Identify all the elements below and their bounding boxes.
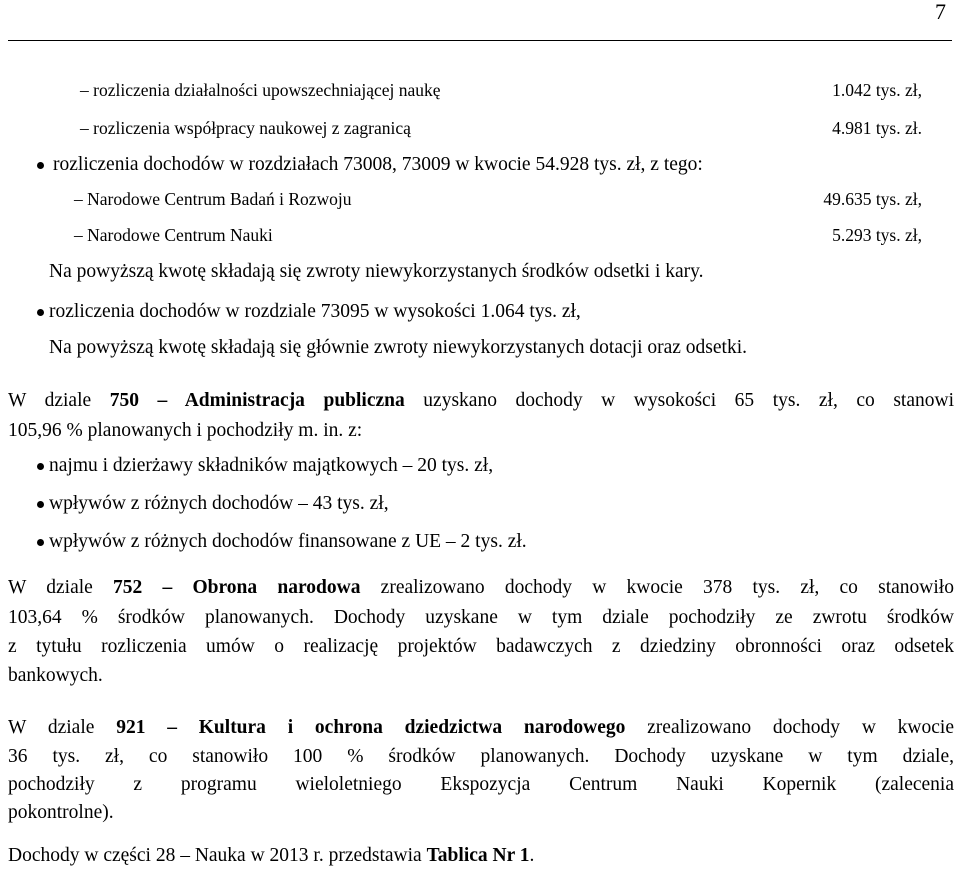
- amount-ncbir: 49.635 tys. zł,: [823, 189, 922, 209]
- item-ncbir: – Narodowe Centrum Badań i Rozwoju: [74, 189, 352, 209]
- paragraph-921-line4: pokontrolne).: [8, 802, 114, 823]
- item-foreign-cooperation: – rozliczenia współpracy naukowej z zagranicą: [80, 118, 411, 138]
- note-returns-interest: Na powyższą kwotę składają się zwroty niewykorzystanych środków odsetki i kary.: [49, 261, 704, 282]
- bullet: [37, 463, 44, 470]
- paragraph-752-line4: bankowych.: [8, 665, 103, 686]
- table-reference: Tablica Nr 1: [426, 845, 530, 866]
- page-number: 7: [935, 0, 946, 24]
- item-750-eu: wpływów z różnych dochodów finansowane z UE – 2 tys. zł.: [49, 531, 527, 552]
- bullet: [37, 539, 44, 546]
- paragraph-752-line3: z tytułu rozliczenia umów o realizację projektów badawczych z dziedziny obronności oraz odsetek: [8, 636, 954, 657]
- section-title-921: 921 – Kultura i ochrona dziedzictwa narodowego: [116, 717, 626, 738]
- bullet: [37, 162, 44, 169]
- paragraph-752-line1: W dziale 752 – Obrona narodowa zrealizowano dochody w kwocie 378 tys. zł, co stanowiło: [8, 577, 954, 598]
- section-title-752: 752 – Obrona narodowa: [113, 577, 361, 598]
- paragraph-750-line1: W dziale 750 – Administracja publiczna uzyskano dochody w wysokości 65 tys. zł, co stanowi: [8, 390, 954, 411]
- note-returns-grants: Na powyższą kwotę składają się głównie zwroty niewykorzystanych dotacji oraz odsetki.: [49, 337, 747, 358]
- bullet: [37, 501, 44, 508]
- bullet: [37, 309, 44, 316]
- amount-foreign-cooperation: 4.981 tys. zł.: [832, 118, 922, 138]
- paragraph-921-line1: W dziale 921 – Kultura i ochrona dziedzictwa narodowego zrealizowano dochody w kwocie: [8, 717, 954, 738]
- item-chapters-73008-73009: rozliczenia dochodów w rozdziałach 73008, 73009 w kwocie 54.928 tys. zł, z tego:: [53, 154, 703, 175]
- header-rule: [8, 40, 952, 41]
- item-chapter-73095: rozliczenia dochodów w rozdziale 73095 w wysokości 1.064 tys. zł,: [49, 301, 581, 322]
- summary-line: Dochody w części 28 – Nauka w 2013 r. przedstawia Tablica Nr 1.: [8, 845, 535, 866]
- item-ncn: – Narodowe Centrum Nauki: [74, 225, 273, 245]
- section-title-750: 750 – Administracja publiczna: [109, 390, 405, 411]
- amount-popularization: 1.042 tys. zł,: [832, 80, 922, 100]
- paragraph-752-line2: 103,64 % środków planowanych. Dochody uzyskane w tym dziale pochodziły ze zwrotu środków: [8, 607, 954, 628]
- paragraph-921-line2: 36 tys. zł, co stanowiło 100 % środków planowanych. Dochody uzyskane w tym dziale,: [8, 746, 954, 767]
- item-750-other: wpływów z różnych dochodów – 43 tys. zł,: [49, 493, 389, 514]
- amount-ncn: 5.293 tys. zł,: [832, 225, 922, 245]
- item-popularization: – rozliczenia działalności upowszechniającej naukę: [80, 80, 441, 100]
- item-750-lease: najmu i dzierżawy składników majątkowych – 20 tys. zł,: [49, 455, 494, 476]
- paragraph-921-line3: pochodziły z programu wieloletniego Ekspozycja Centrum Nauki Kopernik (zalecenia: [8, 774, 954, 795]
- paragraph-750-line2: 105,96 % planowanych i pochodziły m. in. z:: [8, 420, 363, 441]
